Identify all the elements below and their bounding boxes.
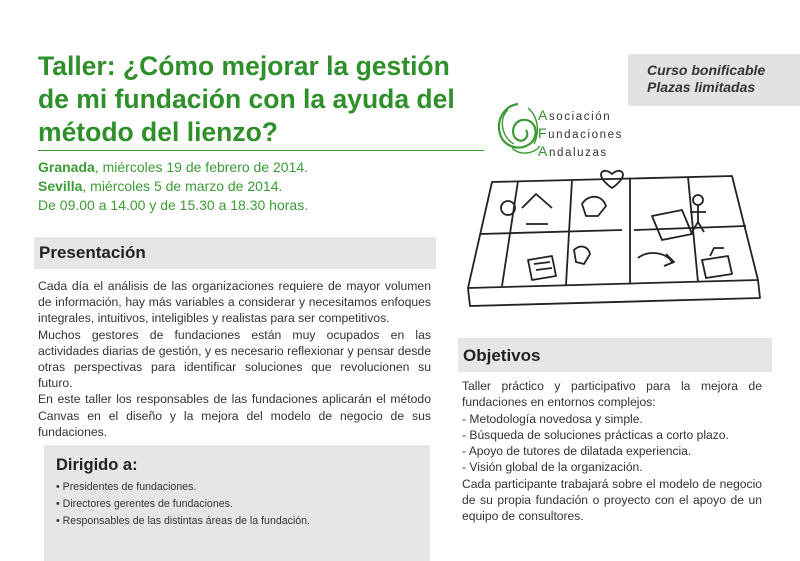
business-canvas-illustration (462, 164, 762, 314)
dirigido-list (56, 479, 430, 530)
logo-cap-2: F (538, 125, 549, 141)
city-sevilla: Sevilla (38, 178, 83, 194)
logo-word-asociacion (538, 107, 623, 125)
list-item: • Directores gerentes de fundaciones. (56, 496, 430, 513)
promo-box (628, 54, 800, 106)
list-item: - Metodología novedosa y simple. (462, 411, 643, 426)
promo-bonificable: Curso bonificable (647, 62, 766, 78)
logo-word-andaluzas (538, 143, 623, 161)
list-item: - Búsqueda de soluciones prácticas a corto plazo. (462, 427, 729, 442)
page-title (38, 50, 498, 149)
logo-rest-3: ndaluzas (548, 147, 608, 159)
title-line-1: Taller: ¿Cómo mejorar la gestión (38, 51, 450, 81)
presentacion-paragraph-2: Muchos gestores de fundaciones están muy ocupados en las actividades diarias de gestión, y es necesario reflexionar y pensar desde otras perspectivas para identificar soluciones que revolucionen su futuro. (38, 327, 431, 391)
date-sevilla: , miércoles 5 de marzo de 2014. (82, 178, 283, 194)
logo-cap-3: A (538, 143, 549, 159)
logo-cap-1: A (538, 107, 549, 123)
presentacion-paragraph-1: Cada día el análisis de las organizaciones requiere de mayor volumen de información, hay más variables a considerar y necesitamos enfoques integrales, intuitivos, inteligibles y realistas para ser competitivos. (38, 279, 431, 326)
logo-word-fundaciones (538, 125, 623, 143)
title-line-2: de mi fundación con la ayuda del (38, 84, 455, 114)
dirigido-heading: Dirigido a: (56, 456, 138, 474)
presentacion-paragraph-3: En este taller los responsables de las fundaciones aplicarán el método Canvas en el diseño y la mejora del modelo de negocio de sus fundaciones. (38, 392, 431, 439)
dirigido-box (44, 445, 430, 561)
title-divider (38, 150, 484, 151)
presentacion-heading: Presentación (34, 237, 436, 269)
city-granada: Granada (38, 159, 95, 175)
objetivos-text (462, 378, 762, 525)
presentacion-text (38, 278, 431, 440)
date-granada: , miércoles 19 de febrero de 2014. (94, 159, 309, 175)
logo-rest-1: sociación (548, 111, 612, 123)
schedule-hours: De 09.00 a 14.00 y de 15.30 a 18.30 horas. (38, 197, 309, 213)
schedule-granada (38, 158, 308, 177)
logo-text (538, 107, 623, 161)
schedule (38, 158, 308, 215)
logo-rest-2: undaciones (548, 129, 623, 141)
title-line-3: método del lienzo? (38, 117, 278, 147)
objetivos-heading: Objetivos (458, 338, 772, 372)
schedule-sevilla (38, 177, 308, 196)
objetivos-intro: Taller práctico y participativo para la mejora de fundaciones en entornos complejos: (462, 379, 762, 410)
promo-plazas: Plazas limitadas (647, 79, 756, 95)
objetivos-closing: Cada participante trabajará sobre el modelo de negocio de su propia fundación o proyecto con el apoyo de un equipo de consultores. (462, 476, 762, 524)
list-item: - Visión global de la organización. (462, 460, 643, 475)
list-item: • Responsables de las distintas áreas de la fundación. (56, 513, 430, 530)
list-item: - Apoyo de tutores de dilatada experiencia. (462, 444, 692, 459)
list-item: • Presidentes de fundaciones. (56, 479, 430, 496)
objetivos-list (462, 411, 762, 476)
